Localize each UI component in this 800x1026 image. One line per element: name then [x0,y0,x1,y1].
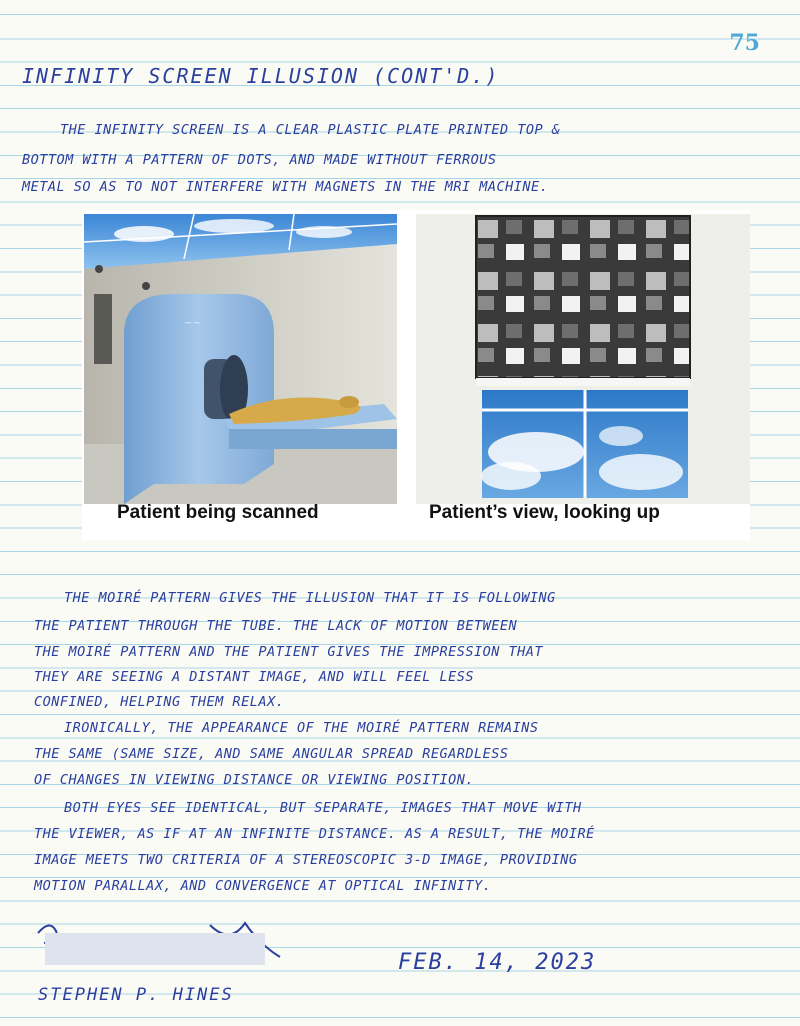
figure-panel [82,210,750,540]
paragraph-line: THE VIEWER, AS IF AT AN INFINITE DISTANCE. AS A RESULT, THE MOIRÉ [34,826,595,842]
paragraph-line: OF CHANGES IN VIEWING DISTANCE OR VIEWING POSITION. [34,772,475,788]
page-title: INFINITY SCREEN ILLUSION (CONT'D.) [22,64,500,88]
patient-view-photo [416,214,750,504]
date: FEB. 14, 2023 [398,950,597,975]
paragraph-line: IRONICALLY, THE APPEARANCE OF THE MOIRÉ PATTERN REMAINS [64,720,539,736]
paragraph-line: MOTION PARALLAX, AND CONVERGENCE AT OPTICAL INFINITY. [34,878,492,894]
caption-patient-scanned: Patient being scanned [117,502,319,523]
paragraph-line: THEY ARE SEEING A DISTANT IMAGE, AND WILL FEEL LESS [34,669,475,685]
paragraph-line: METAL SO AS TO NOT INTERFERE WITH MAGNETS IN THE MRI MACHINE. [22,179,549,195]
paragraph-line: BOTTOM WITH A PATTERN OF DOTS, AND MADE WITHOUT FERROUS [22,152,497,168]
paragraph-line: THE MOIRÉ PATTERN GIVES THE ILLUSION THAT IT IS FOLLOWING [64,590,556,606]
paragraph-line: THE MOIRÉ PATTERN AND THE PATIENT GIVES THE IMPRESSION THAT [34,644,544,660]
paragraph-line: THE PATIENT THROUGH THE TUBE. THE LACK OF MOTION BETWEEN [34,618,518,634]
mri-scanner-photo [84,214,397,504]
svg-text:~~: ~~ [184,318,201,329]
paragraph-line: IMAGE MEETS TWO CRITERIA OF A STEREOSCOPIC 3-D IMAGE, PROVIDING [34,852,578,868]
caption-patient-view: Patient’s view, looking up [429,502,660,523]
page-number: 75 [729,30,760,56]
redacted-signature [45,933,265,965]
paragraph-line: BOTH EYES SEE IDENTICAL, BUT SEPARATE, IMAGES THAT MOVE WITH [64,800,582,816]
paragraph-line: THE INFINITY SCREEN IS A CLEAR PLASTIC PLATE PRINTED TOP & [60,122,561,138]
signer-name: STEPHEN P. HINES [38,985,234,1005]
paragraph-line: THE SAME (SAME SIZE, AND SAME ANGULAR SPREAD REGARDLESS [34,746,509,762]
paragraph-line: CONFINED, HELPING THEM RELAX. [34,694,285,710]
